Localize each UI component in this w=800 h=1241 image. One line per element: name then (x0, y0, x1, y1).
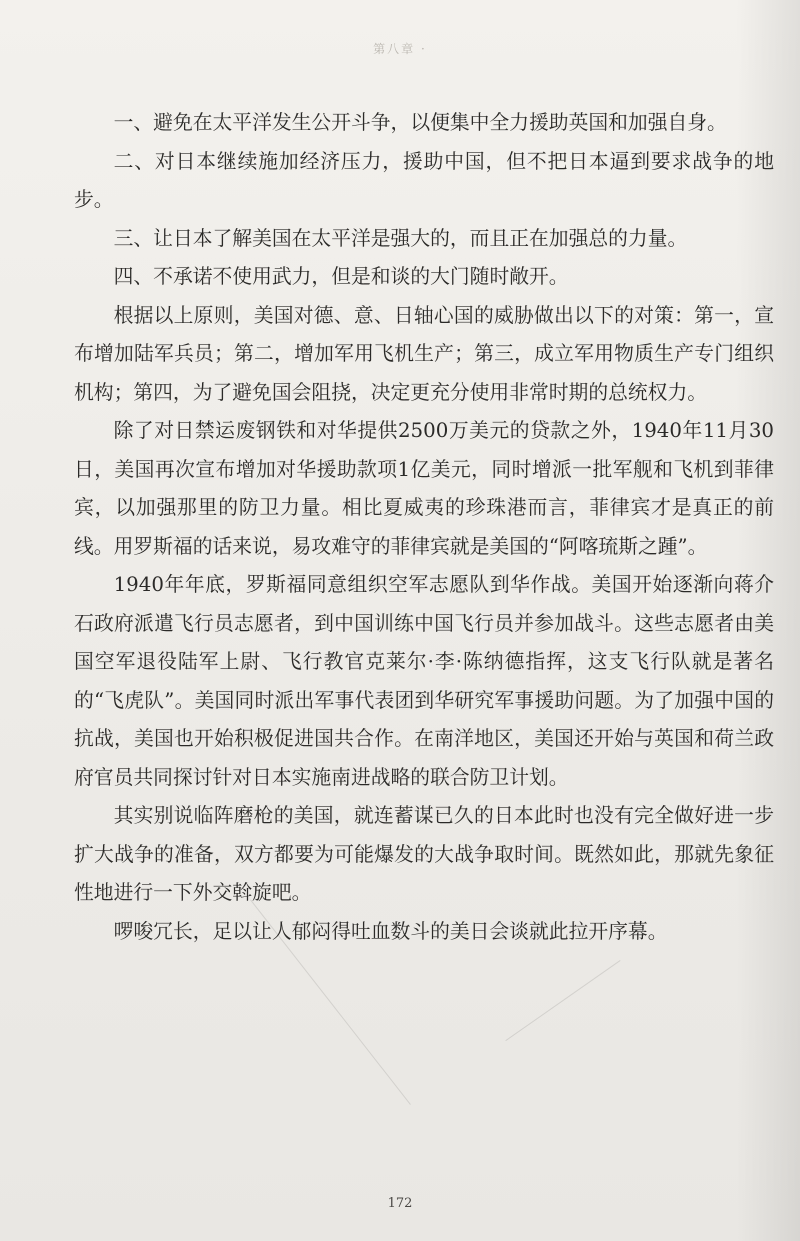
page-crease-mark (505, 960, 620, 1041)
paragraph-6: 除了对日禁运废钢铁和对华提供2500万美元的贷款之外，1940年11月30日，美国再次宣布增加对华援助款项1亿美元，同时增派一批军舰和飞机到菲律宾，以加强那里的防卫力量。相比夏威夷的珍珠港而言，菲律宾才是真正的前线。用罗斯福的话来说，易攻难守的菲律宾就是美国的“阿喀琉斯之踵”。 (74, 419, 774, 558)
page-number: 172 (387, 1196, 413, 1211)
paragraph-9: 啰唆冗长，足以让人郁闷得吐血数斗的美日会谈就此拉开序幕。 (113, 919, 668, 943)
running-head: 第八章 · (373, 42, 427, 56)
paragraph-2: 二、对日本继续施加经济压力，援助中国，但不把日本逼到要求战争的地步。 (74, 149, 774, 211)
paragraph-1: 一、避免在太平洋发生公开斗争，以便集中全力援助英国和加强自身。 (113, 111, 727, 134)
body-text (74, 104, 774, 951)
paragraph-7: 1940年年底，罗斯福同意组织空军志愿队到华作战。美国开始逐渐向蒋介石政府派遣飞行员志愿者，到中国训练中国飞行员并参加战斗。这些志愿者由美国空军退役陆军上尉、飞行教官克莱尔·李·陈纳德指挥，这支飞行队就是著名的“飞虎队”。美国同时派出军事代表团到华研究军事援助问题。为了加强中国的抗战，美国也开始积极促进国共合作。在南洋地区，美国还开始与英国和荷兰政府官员共同探讨针对日本实施南进战略的联合防卫计划。 (74, 573, 774, 789)
paragraph-4: 四、不承诺不使用武力，但是和谈的大门随时敞开。 (113, 265, 569, 288)
paragraph-8: 其实别说临阵磨枪的美国，就连蓄谋已久的日本此时也没有完全做好进一步扩大战争的准备，双方都要为可能爆发的大战争取时间。既然如此，那就先象征性地进行一下外交斡旋吧。 (74, 804, 774, 904)
paragraph-3: 三、让日本了解美国在太平洋是强大的，而且正在加强总的力量。 (113, 226, 688, 250)
paragraph-5: 根据以上原则，美国对德、意、日轴心国的威胁做出以下的对策：第一，宣布增加陆军兵员；第二，增加军用飞机生产；第三，成立军用物质生产专门组织机构；第四，为了避免国会阻挠，决定更充分使用非常时期的总统权力。 (74, 303, 774, 404)
